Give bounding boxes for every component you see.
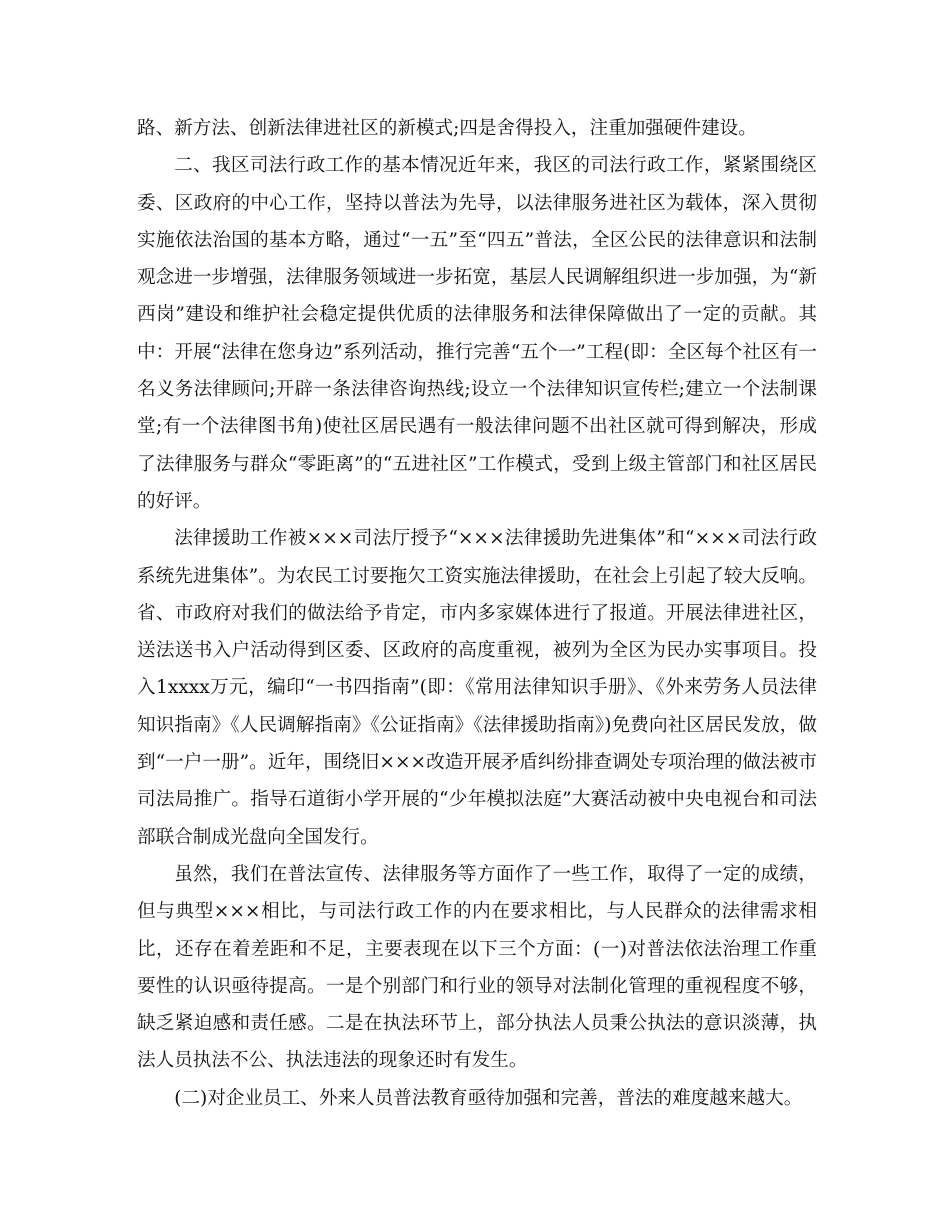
- document-page: [137, 110, 817, 1117]
- paragraph-item-two: (二)对企业员工、外来人员普法教育亟待加强和完善，普法的难度越来越大。: [174, 1087, 803, 1109]
- paragraph-continuation: 路、新方法、创新法律进社区的新模式;四是舍得投入，注重加强硬件建设。: [137, 118, 757, 139]
- paragraph-legal-aid: 法律援助工作被×××司法厅授予“×××法律援助先进集体”和“×××司法行政系统先进集体”。为农民工讨要拖欠工资实施法律援助，在社会上引起了较大反响。省、市政府对我们的做法给予肯定，市内多家媒体进行了报道。开展法律进社区，送法送书入户活动得到区委、区政府的高度重视，被列为全区为民办实事项目。投入1xxxx万元，编印“一书四指南”(即：《常用法律知识手册》、《外来劳务人员法律知识指南》《人民调解指南》《公证指南》《法律援助指南》)免费向社区居民发放，做到“一户一册”。近年，围绕旧×××改造开展矛盾纠纷排查调处专项治理的做法被市司法局推广。指导石道街小学开展的“少年模拟法庭”大赛活动被中央电视台和司法部联合制成光盘向全国发行。: [137, 528, 817, 848]
- paragraph-work-overview: 二、我区司法行政工作的基本情况近年来，我区的司法行政工作，紧紧围绕区委、区政府的中心工作，坚持以普法为先导，以法律服务进社区为载体，深入贯彻实施依法治国的基本方略，通过“一五”至“四五”普法，全区公民的法律意识和法制观念进一步增强，法律服务领域进一步拓宽，基层人民调解组织进一步加强，为“新西岗”建设和维护社会稳定提供优质的法律服务和法律保障做出了一定的贡献。其中：开展“法律在您身边”系列活动，推行完善“五个一”工程(即：全区每个社区有一名义务法律顾问;开辟一条法律咨询热线;设立一个法律知识宣传栏;建立一个法制课堂;有一个法律图书角)使社区居民遇有一般法律问题不出社区就可得到解决，形成了法律服务与群众“零距离”的“五进社区”工作模式，受到上级主管部门和社区居民的好评。: [137, 155, 817, 512]
- paragraph-shortcomings: 虽然，我们在普法宣传、法律服务等方面作了一些工作，取得了一定的成绩，但与典型×××相比，与司法行政工作的内在要求相比，与人民群众的法律需求相比，还存在着差距和不足，主要表现在以下三个方面：(一)对普法依法治理工作重要性的认识亟待提高。一是个别部门和行业的领导对法制化管理的重视程度不够，缺乏紧迫感和责任感。二是在执法环节上，部分执法人员秉公执法的意识淡薄，执法人员执法不公、执法违法的现象还时有发生。: [137, 863, 817, 1072]
